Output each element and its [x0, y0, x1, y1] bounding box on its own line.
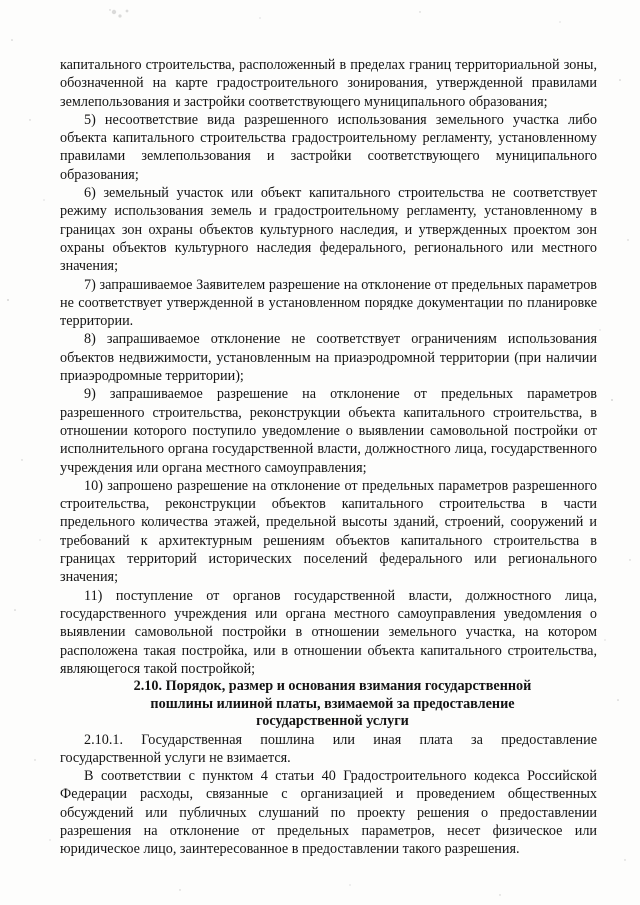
paragraph-fee-responsibility: В соответствии с пунктом 4 статьи 40 Градостроительного кодекса Российской Федерации расходы, связанные с организацией и проведением общественных обсуждений или публичных слушаний по проекту решения о предоставлении разрешения на отклонение от предельных параметров, несет физическое или юридическое лицо, заинтересованное в предоставлении такого разрешения.: [60, 768, 597, 858]
document-body: [60, 56, 597, 859]
section-heading: [60, 678, 597, 731]
paragraph-item-10: 10) запрошено разрешение на отклонение от предельных параметров разрешенного строительства, реконструкции объектов капитального строительства в части предельного количества этажей, предельной высоты зданий, строений, сооружений и требований к архитектурным решениям объектов капитального строительства в границах территорий исторических поселений федерального или регионального значения;: [60, 477, 597, 586]
paragraph-item-6: 6) земельный участок или объект капитального строительства не соответствует режиму использования земель и градостроительному регламенту, установленному в границах зон охраны объектов культурного наследия, и утвержденных проектом зон охраны объектов культурного наследия федерального, регионального или местного значения;: [60, 185, 597, 275]
section-heading-line-3: государственной услуги: [256, 713, 409, 730]
paragraph-continuation: капитального строительства, расположенный в пределах границ территориальной зоны, обозначенной на карте градостроительного зонирования, утвержденной правилами землепользования и застройки соответствующего муниципального образования;: [60, 57, 597, 110]
section-heading-line-1: 2.10. Порядок, размер и основания взимания государственной: [133, 678, 532, 695]
paragraph-item-11: 11) поступление от органов государственной власти, должностного лица, государственного учреждения или органа местного самоуправления уведомления о выявлении самовольной постройки в отношении земельного участка, на котором расположена такая постройка, или в отношении объекта капитального строительства, являющегося такой постройкой;: [60, 587, 597, 677]
paragraph-item-7: 7) запрашиваемое Заявителем разрешение на отклонение от предельных параметров не соответствует утвержденной в установленном порядке документации по планировке территории.: [60, 276, 597, 330]
section-heading-line-2: пошлины илииной платы, взимаемой за предоставление: [150, 695, 515, 712]
paragraph-item-9: 9) запрашиваемое разрешение на отклонение от предельных параметров разрешенного строительства, реконструкции объекта капитального строительства, в отношении которого поступило уведомление о выявлении самовольной постройки от исполнительного органа государственной власти, должностного лица, государственного учреждения или органа местного самоуправления;: [60, 386, 597, 476]
paragraph-item-8: 8) запрашиваемое отклонение не соответствует ограничениям использования объектов недвижимости, установленным на приаэродромной территории (при наличии приаэродромные территории);: [60, 331, 597, 385]
paragraph-item-5: 5) несоответствие вида разрешенного использования земельного участка либо объекта капитального строительства градостроительному регламенту, установленному правилами землепользования и застройки соответствующего муниципального образования;: [60, 111, 597, 183]
paragraph-2-10-1: 2.10.1. Государственная пошлина или иная плата за предоставление государственной услуги не взимается.: [60, 731, 597, 766]
